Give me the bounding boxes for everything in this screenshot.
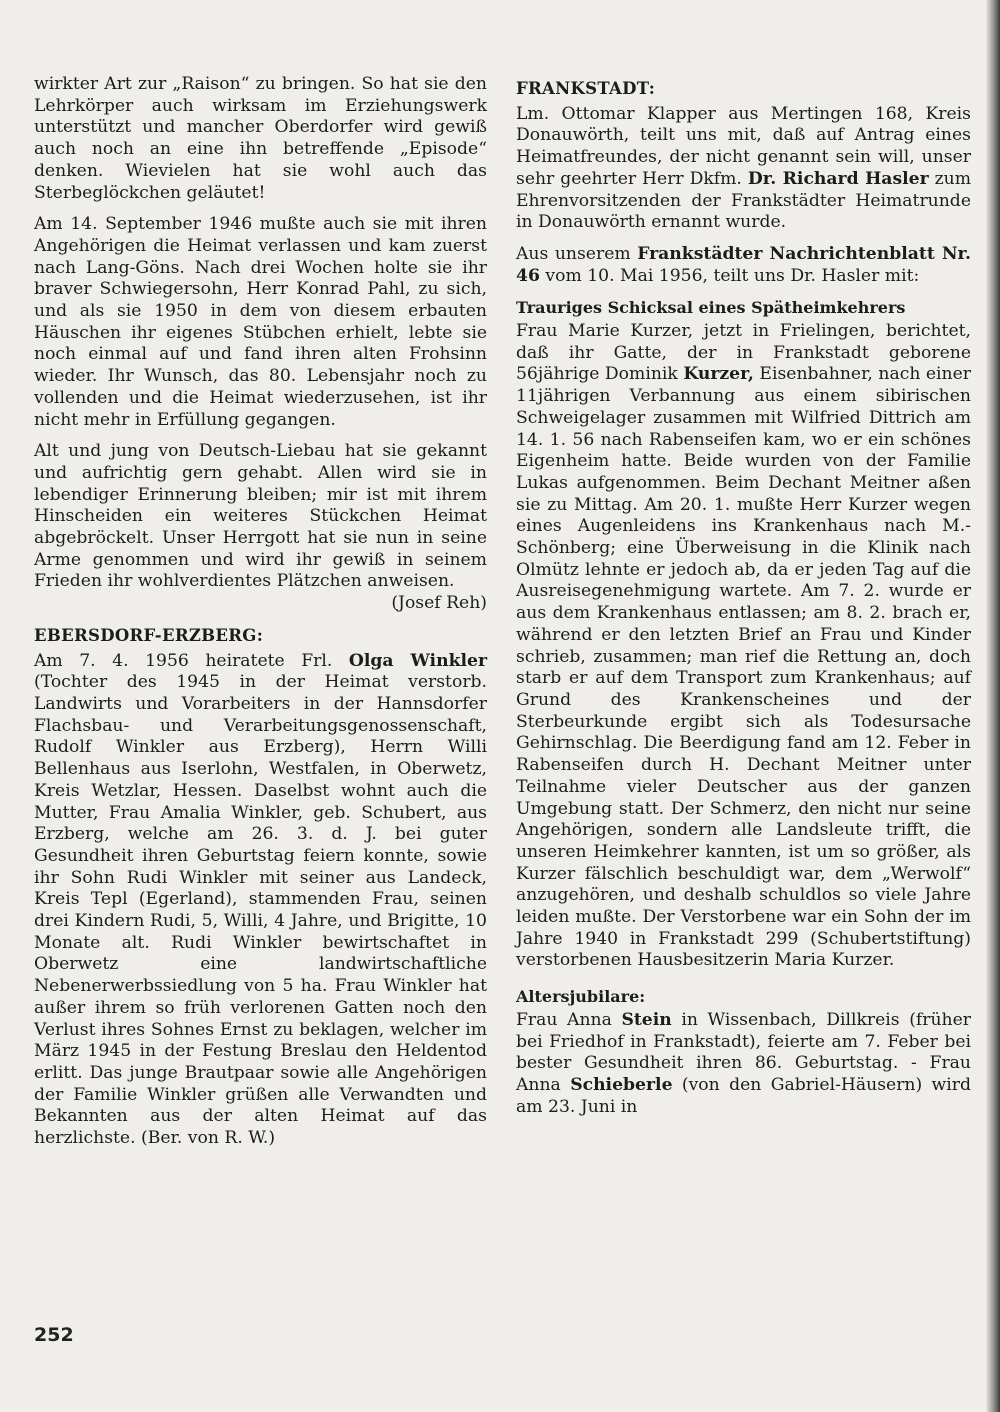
wedding-paragraph <box>34 651 487 1150</box>
obituary-paragraph-3-text: Alt und jung von Deutsch-Liebau hat sie gekannt und aufrichtig gern gehabt. Allen wird sie in lebendiger Erinnerung bleiben; mir ist mit ihrem Hinscheiden ein weiteres Stückchen Heimat abgebröckelt. Unser Herrgott hat sie nun in seine Arme genommen und wird ihr gewiß in seinem Frieden ihr wohlverdientes Plätzchen anweisen. <box>34 441 487 592</box>
heading-ebersdorf-erzberg: EBERSDORF-ERZBERG: <box>34 625 264 645</box>
newsletter-text-a: Aus unserem <box>516 243 638 264</box>
altersjubilare-paragraph <box>516 1010 971 1119</box>
obituary-paragraph-3 <box>34 441 487 615</box>
alters-text-c: (von den Gabriel-Häusern) wird am 23. Juni in <box>516 1074 971 1117</box>
right-column <box>516 74 971 1128</box>
schicksal-text-a: Frau Marie Kurzer, jetzt in Frielingen, berichtet, daß ihr Gatte, der in Frankstadt geborene 56jährige Dominik <box>516 321 971 385</box>
heading-altersjubilare: Altersjubilare: <box>516 987 646 1007</box>
schicksal-paragraph <box>516 321 971 972</box>
page-number: 252 <box>34 1324 74 1346</box>
newsletter-text-b: vom 10. Mai 1956, teilt uns Dr. Hasler mit: <box>539 265 920 286</box>
bride-name: Olga Winkler <box>348 650 487 671</box>
newsletter-title: Frankstädter Nachrichtenblatt Nr. 46 <box>516 243 972 286</box>
jubilar-schieberle: Schieberle <box>570 1074 673 1095</box>
frankstadt-text-a: Lm. Ottomar Klapper aus Mertingen 168, Kreis Donauwörth, teilt uns mit, daß auf Antrag eines Heimatfreundes, der nicht genannt sein will, unser sehr geehrter Herr Dkfm. <box>516 103 971 189</box>
wedding-text-b: (Tochter des 1945 in der Heimat verstorb. Landwirts und Vorarbeiters in der Hannsdorfer Flachsbau- und Verarbeitungsgenossenschaft, Rudolf Winkler aus Erzberg), Herrn Willi Bellenhaus aus Iserlohn, Westfalen, in Oberwetz, Kreis Wetzlar, Hessen. Daselbst wohnt auch die Mutter, Frau Amalia Winkler, geb. Schubert, aus Erzberg, welche am 26. 3. d. J. bei guter Gesundheit ihren Geburtstag feiern konnte, sowie ihr Sohn Rudi Winkler mit seiner aus Landeck, Kreis Tepl (Egerland), stammenden Frau, seinen drei Kindern Rudi, 5, Willi, 4 Jahre, und Brigitte, 10 Monate alt. Rudi Winkler bewirtschaftet in Oberwetz eine landwirtschaftliche Nebenerwerbssiedlung von 5 ha. Frau Winkler hat außer ihrem so früh verlorenen Gatten noch den Verlust ihres Sohnes Ernst zu beklagen, welcher im März 1945 in der Festung Breslau den Heldentod erlitt. Das junge Brautpaar sowie alle Angehörigen der Familie Winkler grüßen alle Verwandten und Bekannten aus der alten Heimat auf das herzlichste. (Ber. von R. W.) <box>34 672 487 1149</box>
page-binding-edge <box>986 0 1000 1412</box>
heading-frankstadt: FRANKSTADT: <box>516 79 656 98</box>
left-column <box>34 74 487 1160</box>
frankstadt-paragraph-1 <box>516 104 971 234</box>
wedding-text-a: Am 7. 4. 1956 heiratete Frl. <box>34 650 349 671</box>
schicksal-text-b: Eisenbahner, nach einer 11jährigen Verbannung aus einem sibirischen Schweigelager zusammen mit Wilfried Dittrich am 14. 1. 56 nach Rabenseifen kam, wo er ein schönes Eigenheim hatte. Beide wurden von der Familie Lukas aufgenommen. Beim Dechant Meitner aßen sie zu Mittag. Am 20. 1. mußte Herr Kurzer wegen eines Augenleidens ins Krankenhaus nach M.-Schönberg; eine Überweisung in die Klinik nach Olmütz lehnte er jedoch ab, da er jeden Tag auf die Ausreisegenehmigung wartete. Am 7. 2. wurde er aus dem Krankenhaus entlassen; am 8. 2. brach er, während er den letzten Brief an Frau und Kinder schrieb, zusammen; man rief die Rettung an, doch starb er auf dem Transport zum Krankenhaus; auf Grund des Krankenscheines und der Sterbeurkunde ergibt sich als Todesursache Gehirnschlag. Die Beerdigung fand am 12. Feber in Rabenseifen durch H. Dechant Meitner unter Teilnahme vieler Deutscher aus der ganzen Umgebung statt. Der Schmerz, den nicht nur seine Angehörigen, sondern alle Landsleute trifft, die unseren Heimkehrer kannten, ist um so größer, als Kurzer fälschlich beschuldigt war, dem „Werwolf“ anzugehören, und deshalb schuldlos so viele Jahre leiden mußte. Der Verstorbene war ein Sohn der im Jahre 1940 in Frankstadt 299 (Schubertstiftung) verstorbenen Hausbesitzerin Maria Kurzer. <box>516 364 972 971</box>
signature-row <box>34 593 487 615</box>
jubilar-stein: Stein <box>621 1009 672 1030</box>
signature-josef-reh: (Josef Reh) <box>391 593 487 614</box>
alters-text-a: Frau Anna <box>516 1009 622 1030</box>
kurzer-name: Kurzer, <box>683 364 754 385</box>
obituary-paragraph-1: wirkter Art zur „Raison“ zu bringen. So hat sie den Lehrkörper auch wirksam im Erziehungswerk unterstützt und mancher Oberdorfer wird gewiß auch noch an eine ihn betreffende „Episode“ denken. Wievielen hat sie wohl auch das Sterbeglöckchen geläutet! <box>34 74 487 203</box>
frankstadt-text-b: zum Ehrenvorsitzenden der Frankstädter Heimatrunde in Donauwörth ernannt wurde. <box>516 168 972 233</box>
honorary-name: Dr. Richard Hasler <box>747 168 929 189</box>
heading-trauriges-schicksal: Trauriges Schicksal eines Spätheimkehrers <box>516 298 906 318</box>
alters-text-b: in Wissenbach, Dillkreis (früher bei Friedhof in Frankstadt), feierte am 7. Feber bei bester Gesundheit ihren 86. Geburtstag. - Frau Anna <box>516 1009 972 1095</box>
frankstadt-paragraph-2 <box>516 244 971 287</box>
obituary-paragraph-2: Am 14. September 1946 mußte auch sie mit ihren Angehörigen die Heimat verlassen und kam zuerst nach Lang-Göns. Nach drei Wochen holte sie ihr braver Schwiegersohn, Herr Konrad Pahl, zu sich, und als sie 1950 in dem von diesem erbauten Häuschen ihr eigenes Stübchen erhielt, lebte sie noch einmal auf und fand ihren alten Frohsinn wieder. Ihr Wunsch, das 80. Lebensjahr noch zu vollenden und die Heimat wiederzusehen, ist ihr nicht mehr in Erfüllung gegangen. <box>34 214 487 430</box>
